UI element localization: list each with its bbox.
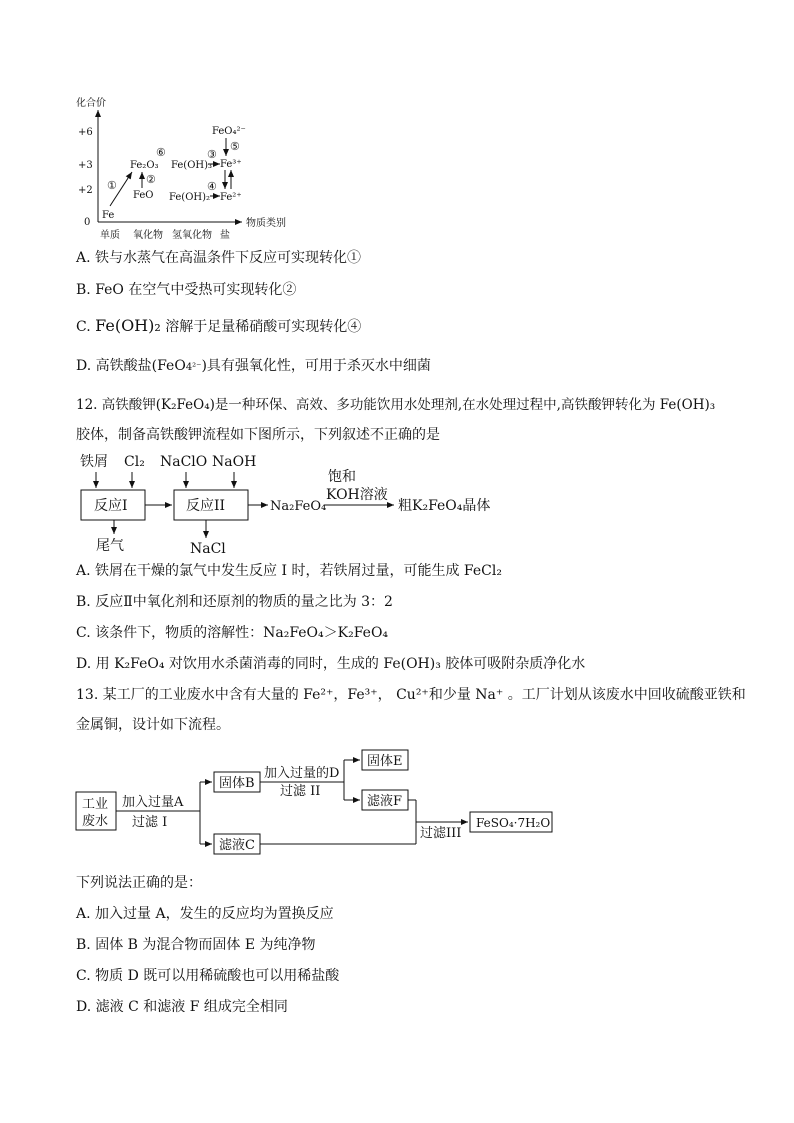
mark-4: ④ xyxy=(207,180,217,193)
q13-flowchart xyxy=(74,748,564,860)
species-fe2o3: Fe₂O₃ xyxy=(130,160,159,171)
q11-option-a: A. 铁与水蒸气在高温条件下反应可实现转化① xyxy=(76,250,362,266)
q12-input-iron: 铁屑 xyxy=(80,454,108,470)
valence-diagram xyxy=(70,92,310,242)
q12-input-naclo: NaClO xyxy=(160,454,208,470)
species-feoh3: Fe(OH)₃ xyxy=(171,160,213,171)
x-cat: 单质 xyxy=(100,230,120,241)
q11-d-ion: 4²⁻ xyxy=(185,362,202,373)
q11-c-label: C. xyxy=(76,319,91,335)
y-tick: +6 xyxy=(78,127,93,138)
mark-6: ⑥ xyxy=(156,146,166,159)
species-fe2: Fe²⁺ xyxy=(220,192,242,203)
q12-final-product: 粗K₂FeO₄晶体 xyxy=(398,498,491,514)
q12-box-reaction1-label: 反应I xyxy=(94,498,128,514)
q11-option-d xyxy=(76,357,431,377)
q13-filtrate-f-label: 滤液F xyxy=(367,794,403,809)
q12-flowchart xyxy=(74,446,514,558)
q12-condition-2: KOH溶液 xyxy=(326,487,388,503)
q13-option-a: A. 加入过量 A，发生的反应均为置换反应 xyxy=(76,906,334,922)
q11-d-text-pre: D. 高铁酸盐(FeO xyxy=(76,358,186,374)
mark-3: ③ xyxy=(207,148,217,161)
q12-input-naoh: NaOH xyxy=(212,454,257,470)
q13-option-b: B. 固体 B 为混合物而固体 E 为纯净物 xyxy=(76,937,316,953)
q12-option-c: C. 该条件下，物质的溶解性：Na₂FeO₄＞K₂FeO₄ xyxy=(76,625,389,641)
q12-option-b: B. 反应Ⅱ中氧化剂和还原剂的物质的量之比为 3：2 xyxy=(76,594,393,610)
q13-step-d-2: 过滤 II xyxy=(280,784,321,799)
y-tick: 0 xyxy=(84,217,91,228)
q13-step-a-2: 过滤 I xyxy=(132,815,168,830)
q13-option-c: C. 物质 D 既可以用稀硫酸也可以用稀盐酸 xyxy=(76,968,340,984)
q13-product-label: FeSO₄·7H₂O xyxy=(476,816,551,830)
q11-c-text: 溶解于足量稀硝酸可实现转化④ xyxy=(165,319,362,335)
x-cat: 氢氧化物 xyxy=(172,230,212,241)
q12-condition-1: 饱和 xyxy=(328,469,356,485)
q13-filtrate-c-label: 滤液C xyxy=(219,838,255,853)
q13-option-d: D. 滤液 C 和滤液 F 组成完全相同 xyxy=(76,999,288,1015)
x-cat: 氧化物 xyxy=(133,230,163,241)
q12-option-a: A. 铁屑在干燥的氯气中发生反应 I 时，若铁屑过量，可能生成 FeCl₂ xyxy=(76,563,502,579)
x-cat: 盐 xyxy=(220,230,230,241)
q13-wastewater-1: 工业 xyxy=(82,797,109,812)
q11-option-c xyxy=(76,317,361,336)
mark-2: ② xyxy=(146,173,156,186)
mark-5: ⑤ xyxy=(230,140,240,153)
species-fe: Fe xyxy=(102,210,115,221)
q11-c-formula: Fe(OH)₂ xyxy=(95,316,161,335)
mark-1: ① xyxy=(107,179,117,192)
q13-step-d-1: 加入过量的D xyxy=(264,766,340,781)
q13-solid-b-label: 固体B xyxy=(219,776,255,791)
q11-option-b: B. FeO 在空气中受热可实现转化② xyxy=(76,282,297,298)
q12-option-d: D. 用 K₂FeO₄ 对饮用水杀菌消毒的同时，生成的 Fe(OH)₃ 胶体可吸附杂质净化水 xyxy=(76,656,586,672)
y-tick: +3 xyxy=(78,160,93,171)
q11-d-text-post: )具有强氧化性，可用于杀灭水中细菌 xyxy=(201,358,431,374)
q12-mid-product: Na₂FeO₄ xyxy=(270,499,327,514)
q12-stem-line1: 12. 高铁酸钾(K₂FeO₄)是一种环保、高效、多功能饮用水处理剂,在水处理过程中,高铁酸钾转化为 Fe(OH)₃ xyxy=(76,397,716,413)
q12-input-cl2: Cl₂ xyxy=(124,454,145,470)
q12-stem-line2: 胶体，制备高铁酸钾流程如下图所示，下列叙述不正确的是 xyxy=(76,427,440,443)
x-axis-label: 物质类别 xyxy=(246,218,286,229)
q13-solid-e-label: 固体E xyxy=(367,754,403,769)
q12-box-reaction2-label: 反应II xyxy=(186,498,226,514)
y-tick: +2 xyxy=(78,185,93,196)
species-feo4: FeO₄²⁻ xyxy=(212,126,246,137)
species-fe3: Fe³⁺ xyxy=(220,159,242,170)
y-axis-label: 化合价 xyxy=(76,98,106,109)
q13-lead: 下列说法正确的是： xyxy=(76,875,202,891)
species-feoh2: Fe(OH)₂ xyxy=(169,192,211,203)
q13-wastewater-2: 废水 xyxy=(82,814,109,829)
q13-stem-line1: 13. 某工厂的工业废水中含有大量的 Fe²⁺，Fe³⁺， Cu²⁺和少量 Na⁺ 。工厂计划从该废水中回收硫酸亚铁和 xyxy=(76,687,746,703)
species-feo: FeO xyxy=(133,190,154,201)
q13-step-a-1: 加入过量A xyxy=(122,795,184,810)
q12-output-nacl: NaCl xyxy=(190,541,226,557)
q12-output-gas: 尾气 xyxy=(96,538,124,554)
q13-step-3: 过滤III xyxy=(420,826,462,841)
q13-stem-line2: 金属铜，设计如下流程。 xyxy=(76,717,230,733)
